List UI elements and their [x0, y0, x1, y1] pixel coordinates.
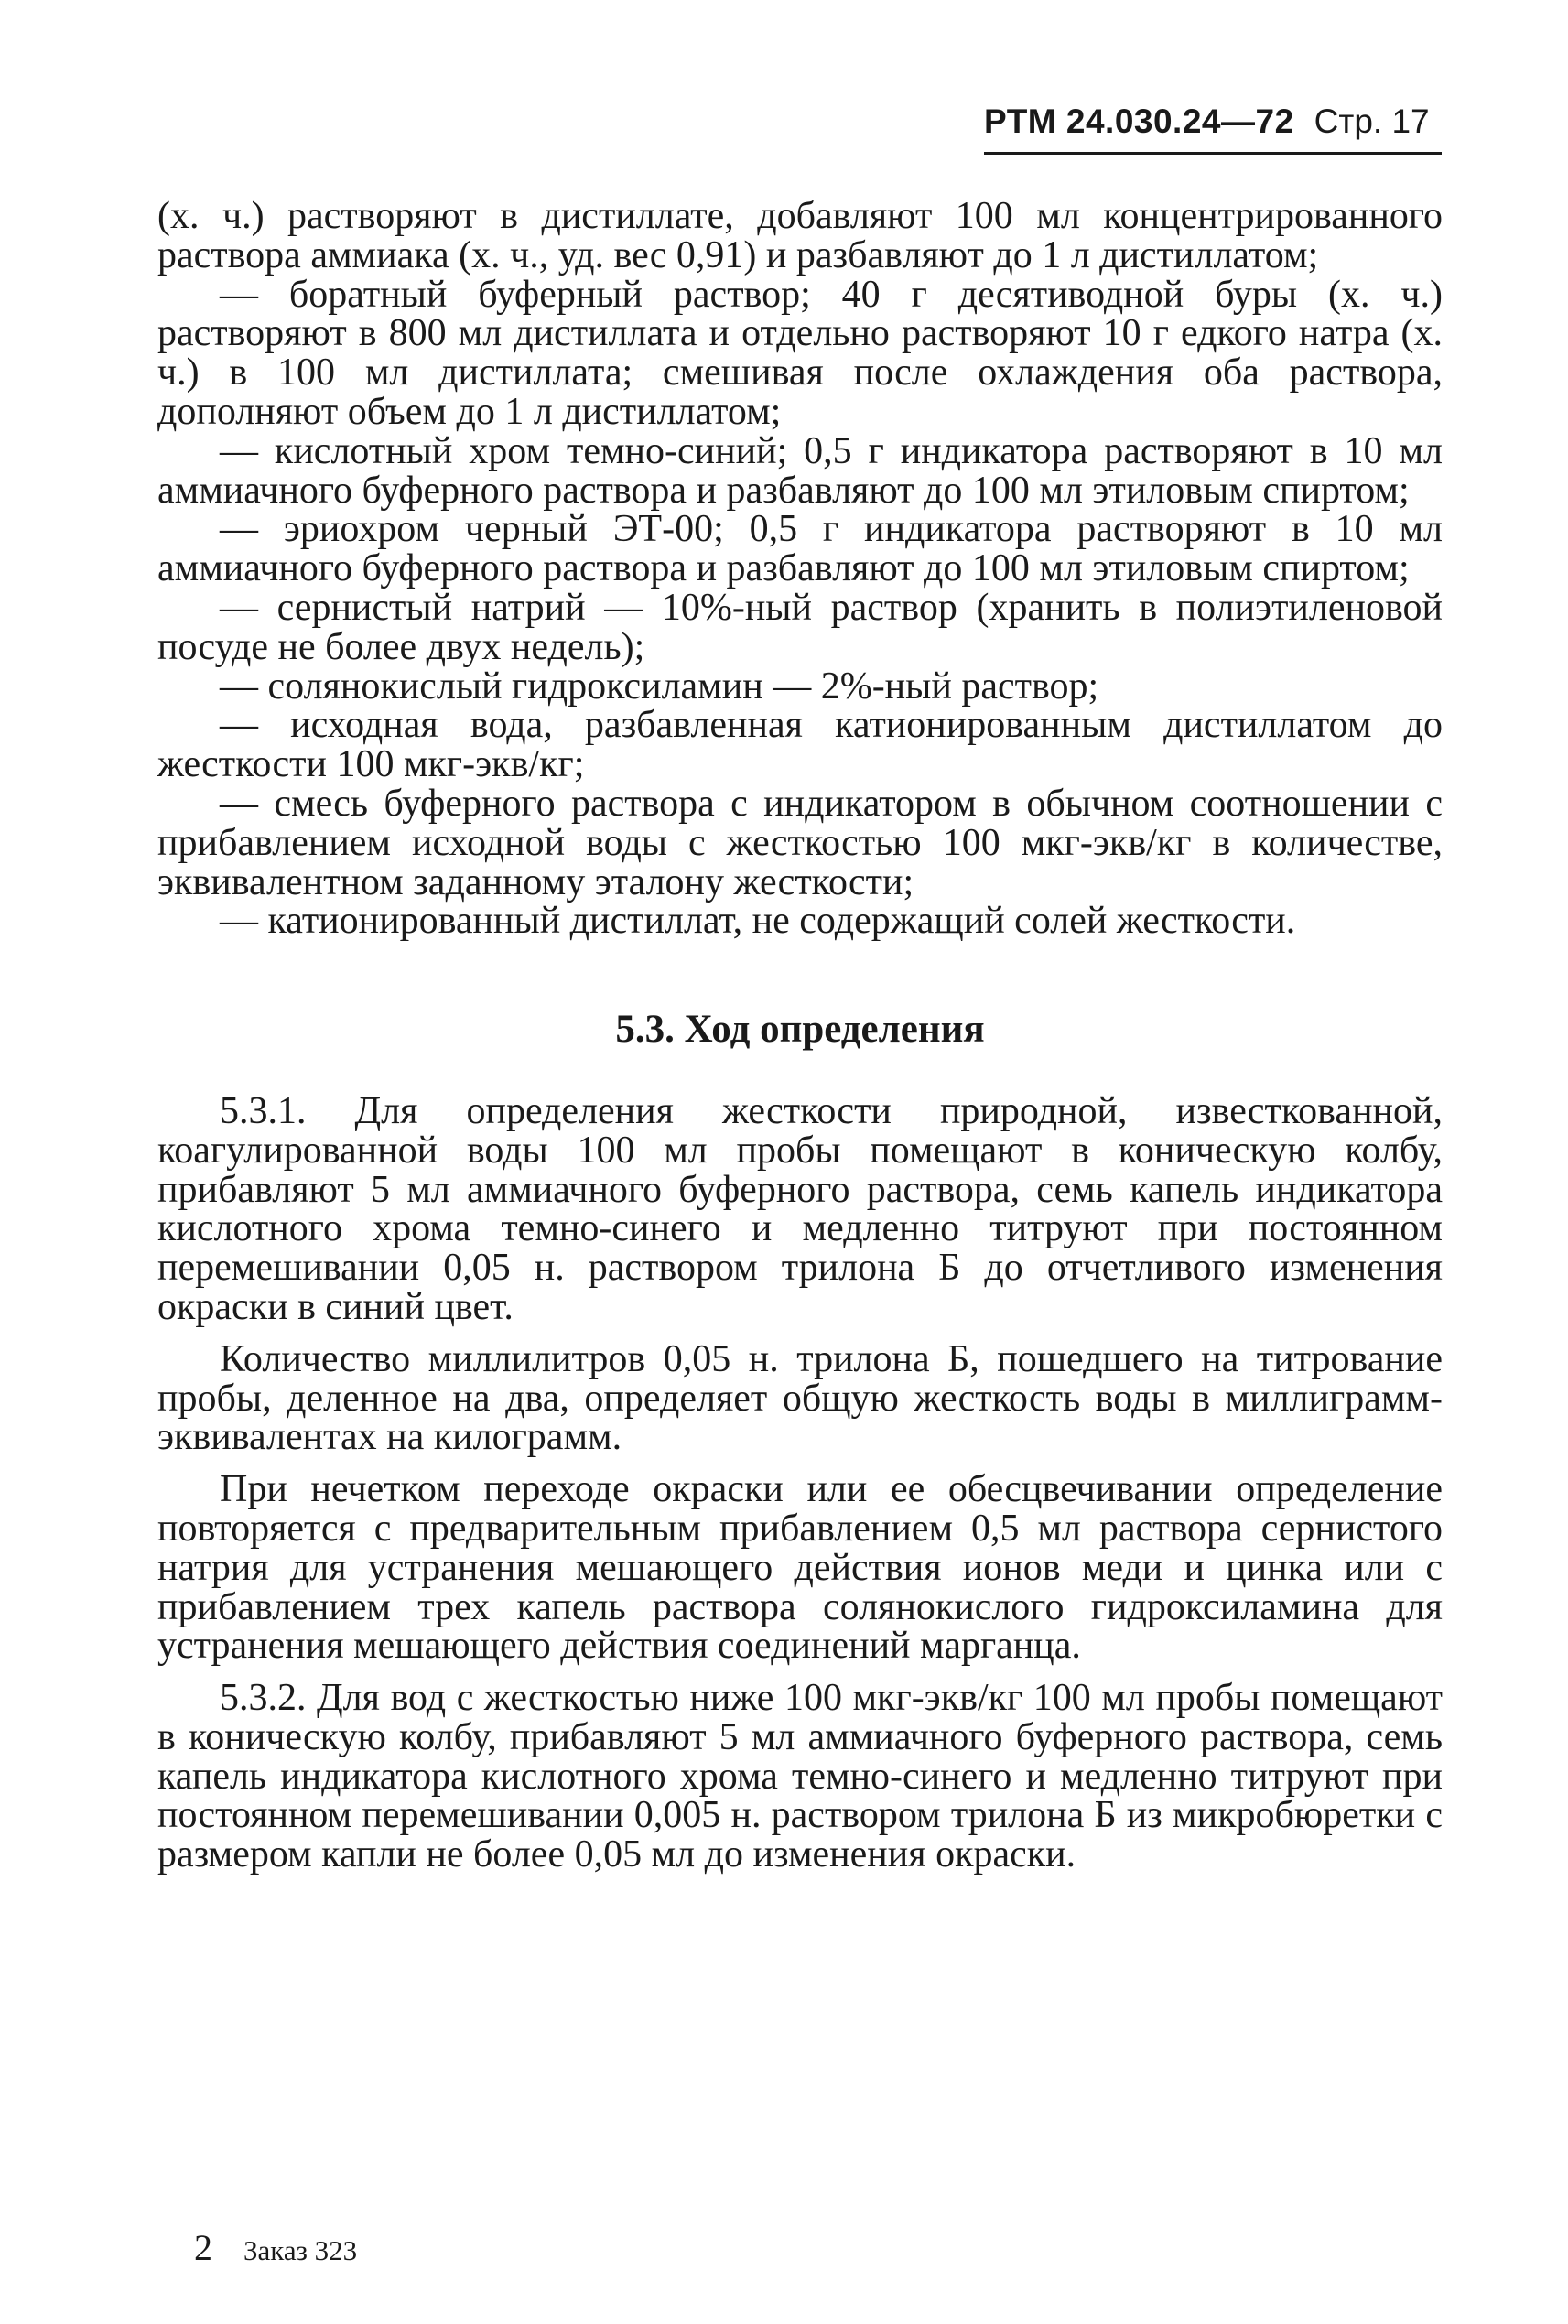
- list-item-acid-chrome: — кислотный хром темно-синий; 0,5 г индикатора растворяют в 10 мл аммиачного буферного раствора и разбавляют до 100 мл этиловым спиртом;: [157, 429, 1443, 512]
- page-footer: [194, 2226, 357, 2269]
- header-rule: [984, 152, 1442, 155]
- section-title: 5.3. Ход определения: [615, 1008, 985, 1052]
- paragraph-continuation: (х. ч.) растворяют в дистиллате, добавляют 100 мл концентрированного раствора аммиака (х. ч., уд. вес 0,91) и разбавляют до 1 л дистиллатом;: [157, 195, 1443, 276]
- list-item-source-water: — исходная вода, разбавленная катионированным дистиллатом до жесткости 100 мкг-экв/кг;: [157, 704, 1443, 786]
- page-body: [157, 197, 1443, 1875]
- sheet-number: 2: [194, 2227, 212, 2268]
- list-item-hydroxylamine: — солянокислый гидроксиламин — 2%-ный раствор;: [220, 665, 1099, 708]
- paragraph-5-3-2: 5.3.2. Для вод с жесткостью ниже 100 мкг-экв/кг 100 мл пробы помещают в коническую колбу, прибавляют 5 мл аммиачного буферного раствора, семь капель индикатора кислотного хрома темно-синего и медленно титруют при постоянном перемешивании 0,005 н. раствором трилона Б из микробюретки с размером капли не более 0,05 мл до изменения окраски.: [157, 1677, 1443, 1876]
- document-code: РТМ 24.030.24—72: [984, 103, 1294, 140]
- page-reference: Стр. 17: [1314, 103, 1430, 140]
- paragraph-5-3-1: 5.3.1. Для определения жесткости природной, известкованной, коагулированной воды 100 мл пробы помещают в коническую колбу, прибавляют 5 мл аммиачного буферного раствора, семь капель индикатора кислотного хрома темно-синего и медленно титруют при постоянном перемешивании 0,05 н. раствором трилона Б до отчетливого изменения окраски в синий цвет.: [157, 1089, 1443, 1328]
- list-item-sodium-sulfide: — сернистый натрий — 10%-ный раствор (хранить в полиэтиленовой посуде не более двух недель);: [157, 586, 1443, 668]
- page-header: [984, 103, 1442, 148]
- list-item-eriochrome: — эриохром черный ЭТ-00; 0,5 г индикатора растворяют в 10 мл аммиачного буферного раствора и разбавляют до 100 мл этиловым спиртом;: [157, 508, 1443, 590]
- list-item-borate-buffer: — боратный буферный раствор; 40 г десятиводной буры (х. ч.) растворяют в 800 мл дистиллата и отдельно растворяют 10 г едкого натра (х. ч.) в 100 мл дистиллата; смешивая после охлаждения оба раствора, дополняют объем до 1 л дистиллатом;: [157, 273, 1443, 433]
- list-item-buffer-mixture: — смесь буферного раствора с индикатором в обычном соотношении с прибавлением исходной воды с жесткостью 100 мкг-экв/кг в количестве, эквивалентном заданному эталону жесткости;: [157, 782, 1443, 903]
- paragraph-quantity: Количество миллилитров 0,05 н. трилона Б, пошедшего на титрование пробы, деленное на два, определяет общую жесткость воды в миллиграмм-эквивалентах на килограмм.: [157, 1337, 1443, 1459]
- paragraph-unclear-transition: При нечетком переходе окраски или ее обесцвечивании определение повторяется с предварительным прибавлением 0,5 мл раствора сернистого натрия для устранения мешающего действия ионов меди и цинка или с прибавлением трех капель раствора солянокислого гидроксиламина для устранения мешающего действия соединений марганца.: [157, 1468, 1443, 1668]
- list-item-cationized-distillate: — катионированный дистиллат, не содержащий солей жесткости.: [220, 900, 1296, 943]
- order-number: Заказ 323: [243, 2234, 358, 2266]
